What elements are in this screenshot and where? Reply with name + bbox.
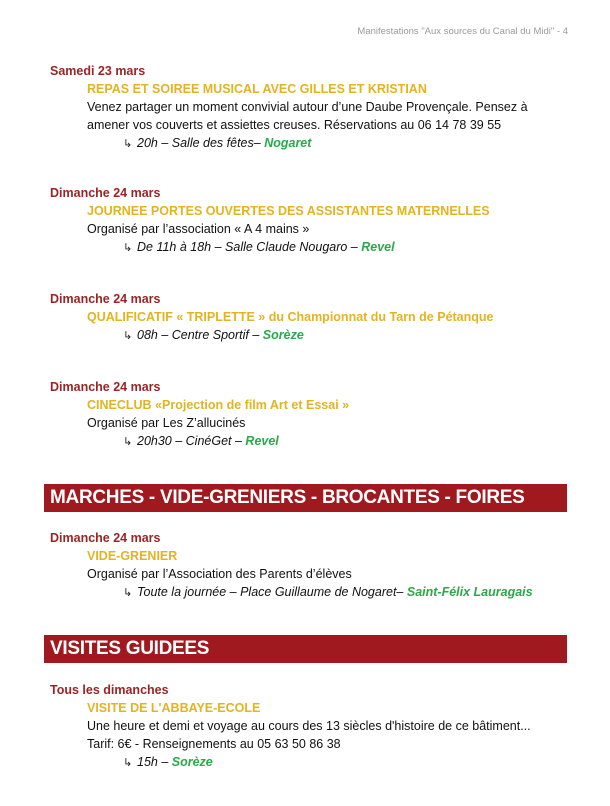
arrow-down-right-icon: ↳ xyxy=(123,587,133,599)
event-title: JOURNEE PORTES OUVERTES DES ASSISTANTES MATERNELLES xyxy=(87,204,490,218)
section-heading-visites: VISITES GUIDEES xyxy=(44,635,567,663)
event-info xyxy=(123,326,570,345)
event-title: QUALIFICATIF « TRIPLETTE » du Championnat du Tarn de Pétanque xyxy=(87,310,494,324)
event-time-venue: De 11h à 18h – Salle Claude Nougaro – xyxy=(137,240,362,254)
event-title: CINECLUB «Projection de film Art et Essai » xyxy=(87,398,350,412)
event-title: VISITE DE L'ABBAYE-ECOLE xyxy=(87,701,261,715)
event-title: REPAS ET SOIREE MUSICAL AVEC GILLES ET KRISTIAN xyxy=(87,82,427,96)
event-date: Dimanche 24 mars xyxy=(50,380,161,394)
event-description: Une heure et demi et voyage au cours des 13 siècles d'histoire de ce bâtiment... xyxy=(87,719,531,733)
event-description: Organisé par Les Z’allucinés xyxy=(87,416,246,430)
event-description: amener vos couverts et assiettes creuses. Réservations au 06 14 78 39 55 xyxy=(87,118,502,132)
event-date: Tous les dimanches xyxy=(50,683,169,697)
event-town: Sorèze xyxy=(262,328,304,342)
event-block xyxy=(50,290,570,345)
event-date: Dimanche 24 mars xyxy=(50,531,161,545)
arrow-down-right-icon: ↳ xyxy=(123,436,133,448)
event-time-venue: 08h – Centre Sportif – xyxy=(137,328,263,342)
event-time-venue: 20h30 – CinéGet – xyxy=(137,434,246,448)
section-heading-marches: MARCHES - VIDE-GRENIERS - BROCANTES - FOIRES xyxy=(44,484,567,512)
event-block xyxy=(50,529,570,602)
event-town: Revel xyxy=(361,240,395,254)
event-block xyxy=(50,378,570,451)
event-block xyxy=(50,62,570,153)
event-date: Dimanche 24 mars xyxy=(50,186,161,200)
arrow-down-right-icon: ↳ xyxy=(123,330,133,342)
event-title: VIDE-GRENIER xyxy=(87,549,178,563)
event-town: Nogaret xyxy=(264,136,312,150)
running-header: Manifestations "Aux sources du Canal du Midi" - 4 xyxy=(357,26,568,37)
event-description: Organisé par l’Association des Parents d’élèves xyxy=(87,567,352,581)
event-description: Organisé par l’association « A 4 mains » xyxy=(87,222,310,236)
event-date: Samedi 23 mars xyxy=(50,64,146,78)
arrow-down-right-icon: ↳ xyxy=(123,242,133,254)
event-date: Dimanche 24 mars xyxy=(50,292,161,306)
event-block xyxy=(50,184,570,257)
event-time-venue: 20h – Salle des fêtes– xyxy=(137,136,265,150)
event-time-venue: Toute la journée – Place Guillaume de Nogaret– xyxy=(137,585,407,599)
event-town: Saint-Félix Lauragais xyxy=(406,585,533,599)
arrow-down-right-icon: ↳ xyxy=(123,138,133,150)
event-block xyxy=(50,681,570,772)
event-time-venue: 15h – xyxy=(137,755,172,769)
event-town: Sorèze xyxy=(171,755,213,769)
event-info xyxy=(123,238,570,257)
event-info xyxy=(123,753,570,772)
event-info xyxy=(123,134,570,153)
event-description: Tarif: 6€ - Renseignements au 05 63 50 86 38 xyxy=(87,737,341,751)
arrow-down-right-icon: ↳ xyxy=(123,757,133,769)
event-info xyxy=(123,432,570,451)
event-info xyxy=(123,583,570,602)
event-town: Revel xyxy=(245,434,279,448)
event-description: Venez partager un moment convivial autour d’une Daube Provençale. Pensez à xyxy=(87,100,528,114)
